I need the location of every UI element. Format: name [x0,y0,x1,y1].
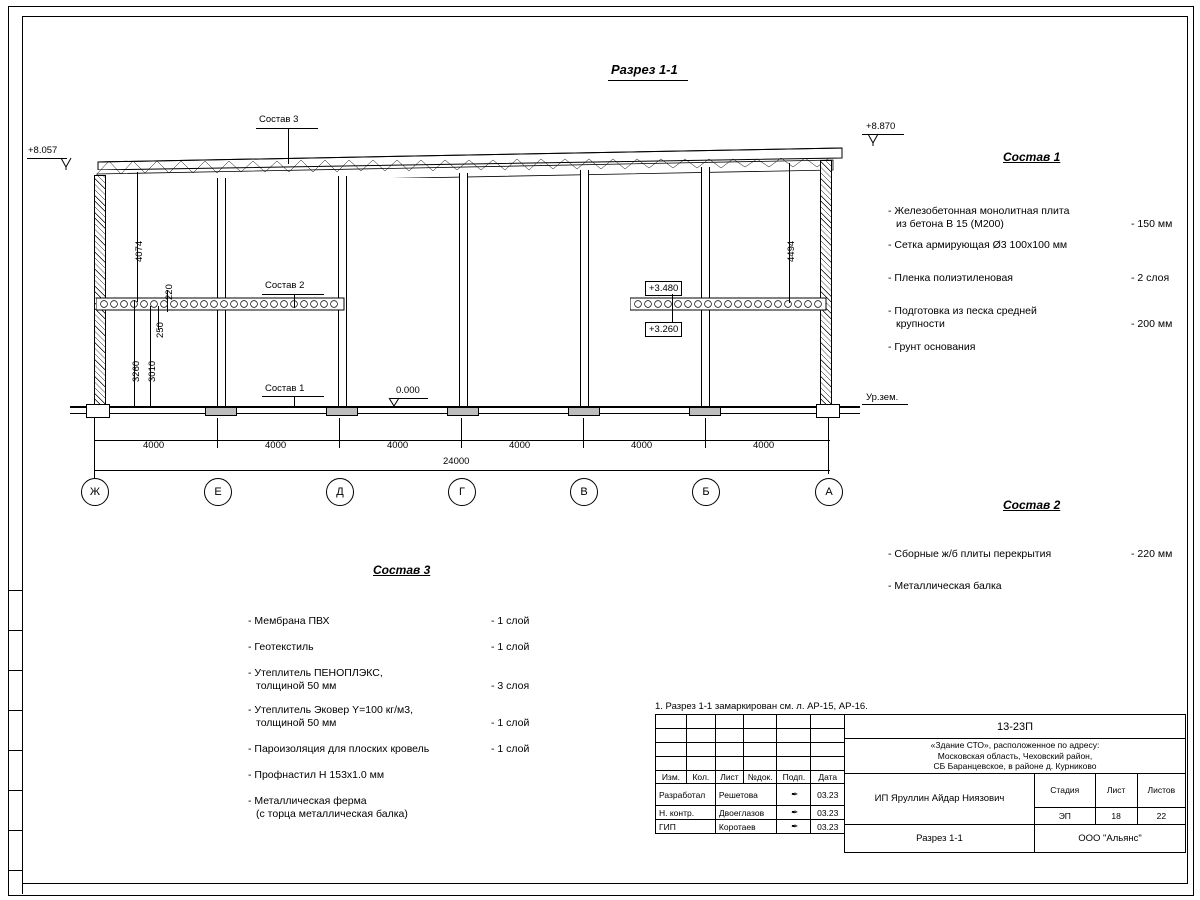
customer: ИП Яруллин Айдар Ниязович [845,773,1035,824]
bay-dim-5: 4000 [631,440,653,451]
sostav2-row-0-text: - Сборные ж/б плиты перекрытия [888,548,1052,560]
sostav3-row-4 [248,743,568,769]
sostav3-row-1 [248,641,568,667]
stage-value: ЭП [1035,807,1096,824]
sheets-header: Листов [1137,773,1185,807]
dim-3260: 3260 [131,360,142,382]
level-zero: 0.000 [396,385,420,396]
callout-sostav2-leader [294,294,295,308]
sostav1-row-0 [888,205,1188,239]
sostav1-row-2 [888,272,1188,305]
sostav3-row-2 [248,667,568,704]
foundation-v [568,407,600,416]
sostav3-row-1-text: - Геотекстиль [248,641,314,653]
dim-vline-4074 [137,172,138,302]
axis-mark-b: Б [692,478,720,506]
signature-0: ✒ [777,784,811,806]
stage-header: Стадия [1035,773,1096,807]
sostav3-row-3-text: - Утеплитель Эковер Y=100 кг/м3, [248,704,414,716]
revision-table [655,714,845,834]
dim-chain-line [94,440,830,441]
dim-total: 24000 [443,456,470,467]
callout-sostav2: Состав 2 [265,280,305,291]
column-v [580,170,589,410]
dim-4494: 4494 [786,240,797,262]
sostav3-row-4-text: - Пароизоляция для плоских кровель [248,743,430,755]
level-mid-low: +3.260 [645,322,682,337]
column-g [459,173,468,410]
axis-mark-g: Г [448,478,476,506]
callout-sostav3: Состав 3 [259,114,299,125]
callout-sostav1: Состав 1 [265,383,305,394]
axis-mark-v: В [570,478,598,506]
role-0: Разработал [656,784,716,806]
sostav3-row-0-text: - Мембрана ПВХ [248,615,330,627]
sostav1-row-3-text: - Подготовка из песка средней [888,305,1037,317]
role-2: ГИП [656,820,716,834]
dim-250: 250 [155,322,166,338]
sostav2-row-1-text: - Металлическая балка [888,580,1002,592]
rev-col-list: Лист [715,771,743,784]
foundation-right [816,404,840,418]
sostav3-row-0-value: - 1 слой [491,615,530,627]
bay-dim-3: 4000 [387,440,409,451]
sheet-value: 18 [1095,807,1137,824]
sostav2-row-0 [888,548,1188,580]
dim-vline-4494 [789,163,790,303]
level-mid-leader [672,294,673,322]
sostav3-row-5-text: - Профнастил Н 153х1.0 мм [248,769,385,781]
sostav3-row-6 [248,795,568,825]
sostav3-row-3 [248,704,568,743]
object-line2: Московская область, Чеховский район, [937,750,1093,761]
foundation-left [86,404,110,418]
ground-level-line [862,404,908,405]
sostav1-row-2-text: - Пленка полиэтиленовая [888,272,1013,284]
sostav1-row-0-value: - 150 мм [1131,218,1173,230]
foundation-e [205,407,237,416]
rev-col-data: Дата [811,771,845,784]
object-line3: СБ Баранцевское, в районе д. Курниково [933,761,1097,772]
sheet-header: Лист [1095,773,1137,807]
sostav3-row-3-text2: толщиной 50 мм [256,717,337,729]
drawing-note: 1. Разрез 1-1 замаркирован см. л. АР-15, АР-16. [655,701,868,712]
dim-4074: 4074 [134,240,145,262]
sostav1-row-0-text2: из бетона В 15 (М200) [896,218,1004,230]
dim-tick-d [339,418,340,448]
callout-sostav3-line [256,128,318,129]
column-b [701,167,710,410]
wall-right [820,160,832,412]
sostav1-row-2-value: - 2 слоя [1131,272,1170,284]
level-mid-high: +3.480 [645,281,682,296]
title-block [655,714,1186,874]
sostav1-row-1 [888,239,1188,272]
rev-col-izm: Изм. [656,771,687,784]
sostav3-row-6-text2: (с торца металлическая балка) [256,808,408,820]
date-2: 03.23 [811,820,845,834]
foundation-d [326,407,358,416]
axis-mark-zh: Ж [81,478,109,506]
sostav3-row-2-text2: толщиной 50 мм [256,680,337,692]
sostav1-row-4 [888,341,1188,365]
sostav1-row-3-value: - 200 мм [1131,318,1173,330]
sheets-value: 22 [1137,807,1185,824]
column-e [217,178,226,410]
signature-2: ✒ [777,820,811,834]
section-title: Разрез 1-1 [611,62,678,77]
sostav1-row-1-text: - Сетка армирующая Ø3 100х100 мм [888,239,1068,251]
callout-sostav1-line [262,396,324,397]
axis-leader-zh [94,470,95,478]
name-2: Коротаев [715,820,776,834]
axis-mark-d: Д [326,478,354,506]
dim-tick-g [461,418,462,448]
project-code: 13-23П [845,715,1186,739]
axis-mark-a: А [815,478,843,506]
dim-total-tick-right [828,440,829,474]
company-name: ООО "Альянс" [1035,824,1186,852]
sheet-left-margin-strip [8,590,23,894]
sostav1-row-3-text2: крупности [896,318,945,330]
bay-dim-6: 4000 [753,440,775,451]
level-arrow-zero [388,397,400,409]
callout-sostav1-leader [294,396,295,408]
wall-left [94,175,106,412]
callout-sostav2-line [262,294,324,295]
name-0: Решетова [715,784,776,806]
callout-sostav3-leader [288,128,289,164]
axis-mark-e: Е [204,478,232,506]
sostav3-row-0 [248,615,568,641]
rev-col-ndok: №док. [744,771,777,784]
sostav1-row-0-text: - Железобетонная монолитная плита [888,205,1070,217]
sostav2-row-0-value: - 220 мм [1131,548,1173,560]
sostav1-row-4-text: - Грунт основания [888,341,976,353]
floor-slab-right [630,296,828,314]
sostav2-title: Состав 2 [1003,498,1061,512]
name-1: Двоеглазов [715,806,776,820]
sostav3-title: Состав 3 [373,563,431,577]
sostav3-row-4-value: - 1 слой [491,743,530,755]
date-0: 03.23 [811,784,845,806]
role-1: Н. контр. [656,806,716,820]
dim-tick-b [705,418,706,448]
level-arrow-right [867,133,879,147]
dim-vline-3010 [150,306,151,408]
level-right-top: +8.870 [866,121,896,132]
column-d [338,176,347,410]
sostav3-row-2-value: - 3 слоя [491,680,530,692]
sostav3-row-3-value: - 1 слой [491,717,530,729]
bay-dim-4: 4000 [509,440,531,451]
main-title-table [844,714,1186,853]
dim-tick-e [217,418,218,448]
bay-dim-2: 4000 [265,440,287,451]
foundation-b [689,407,721,416]
dim-220: 220 [164,284,175,300]
foundation-g [447,407,479,416]
signature-1: ✒ [777,806,811,820]
rev-col-kol: Кол. [686,771,715,784]
sostav1-row-3 [888,305,1188,341]
object-line1: «Здание СТО», расположенное по адресу: [930,740,1100,750]
rev-col-podp: Подп. [777,771,811,784]
dim-total-tick-left [94,440,95,474]
sostav1-title: Состав 1 [1003,150,1061,164]
section-title-underline [608,80,688,81]
dim-tick-v [583,418,584,448]
dim-vline-3260 [134,300,135,408]
sheet-name: Разрез 1-1 [845,824,1035,852]
bay-dim-1: 4000 [143,440,165,451]
sostav3-row-5 [248,769,568,795]
level-left-top: +8.057 [28,145,58,156]
level-arrow-left [60,157,72,171]
sostav3-row-1-value: - 1 слой [491,641,530,653]
sostav2-row-1 [888,580,1188,604]
date-1: 03.23 [811,806,845,820]
ground-level-label: Ур.зем. [866,392,899,403]
sostav3-row-2-text: - Утеплитель ПЕНОПЛЭКС, [248,667,383,679]
dim-total-line [94,470,830,471]
sostav3-row-6-text: - Металлическая ферма [248,795,367,807]
dim-3010: 3010 [147,360,158,382]
